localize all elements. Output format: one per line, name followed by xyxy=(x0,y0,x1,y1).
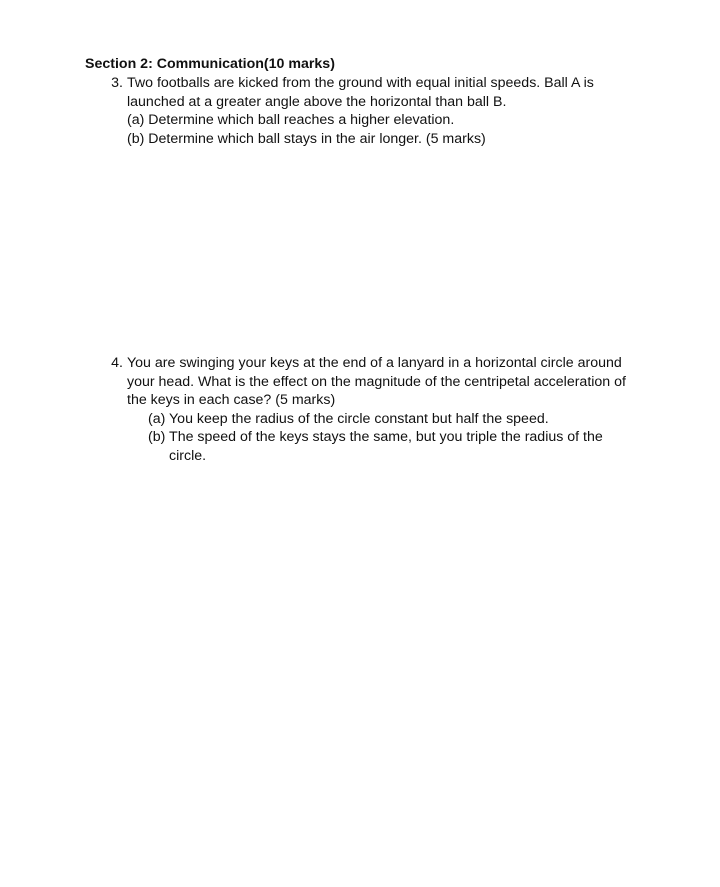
question-text: Two footballs are kicked from the ground with equal initial speeds. Ball A is launched at a greater angle above the horizontal than ball B. xyxy=(127,75,594,110)
question-part-b: (b) The speed of the keys stays the same, but you triple the radius of the circle. xyxy=(148,429,603,464)
question-3 xyxy=(85,74,645,148)
question-number: 3. xyxy=(111,75,123,91)
question-4 xyxy=(85,354,645,466)
question-number: 4. xyxy=(111,355,123,371)
section-title: Section 2: Communication(10 marks) xyxy=(85,56,335,72)
question-part-a: (a) You keep the radius of the circle constant but half the speed. xyxy=(148,410,549,427)
question-part-a: (a) Determine which ball reaches a higher elevation. xyxy=(127,112,455,129)
question-text: You are swinging your keys at the end of a lanyard in a horizontal circle around your head. What is the effect on the magnitude of the centripetal acceleration of the keys in each case? (5 marks) xyxy=(127,355,626,409)
question-part-b: (b) Determine which ball stays in the air longer. (5 marks) xyxy=(127,130,486,147)
question-body xyxy=(127,354,632,466)
question-body xyxy=(127,74,632,148)
